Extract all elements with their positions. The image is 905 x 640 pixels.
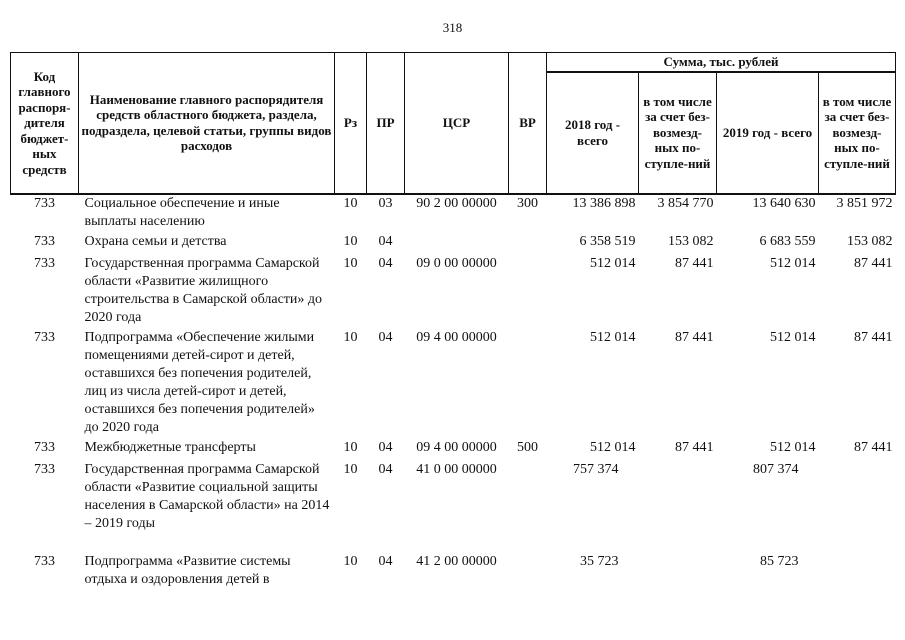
- cell-2018: 35 723: [580, 553, 619, 569]
- cell-rz: 10: [343, 553, 358, 569]
- cell-kod: 733: [34, 233, 55, 249]
- cell-pr: 04: [378, 329, 393, 345]
- cell-2019-incl: 87 441: [854, 439, 893, 455]
- cell-2019: 6 683 559: [759, 233, 816, 249]
- cell-name: Подпрограмма «Развитие системы отдыха и оздоровления детей в: [84, 553, 291, 587]
- cell-2019-incl: [819, 461, 896, 553]
- header-kod: Код главного распоря-дителя бюджет-ных средств: [11, 53, 79, 194]
- cell-2018-incl: 153 082: [668, 233, 714, 249]
- cell-pr: 04: [378, 439, 393, 455]
- cell-2019-incl: [819, 553, 896, 593]
- cell-kod: 733: [34, 255, 55, 271]
- budget-table-container: [10, 52, 895, 593]
- cell-kod: 733: [34, 461, 55, 477]
- cell-pr: 04: [378, 233, 393, 249]
- cell-vr: [509, 255, 547, 329]
- cell-2019-incl: 153 082: [847, 233, 893, 249]
- cell-vr: [509, 461, 547, 553]
- table-row: [11, 194, 896, 233]
- cell-2019-incl: 3 851 972: [836, 195, 893, 211]
- cell-csr: 09 4 00 00000: [416, 329, 497, 345]
- page-number: 318: [442, 20, 463, 35]
- header-pr: ПР: [367, 53, 405, 194]
- header-2018: 2018 год - всего: [547, 72, 639, 194]
- cell-2019: 512 014: [770, 329, 816, 345]
- cell-name: Государственная программа Самарской области «Развитие жилищного строительства в Самарской области» до 2020 года: [84, 255, 323, 325]
- cell-2019-incl: 87 441: [854, 329, 893, 345]
- table-row: [11, 461, 896, 553]
- cell-pr: 04: [378, 255, 393, 271]
- cell-kod: 733: [34, 439, 55, 455]
- table-row: [11, 439, 896, 461]
- table-row: [11, 553, 896, 593]
- cell-name: Государственная программа Самарской области «Развитие социальной защиты населения в Самарской области» на 2014 – 2019 годы: [84, 461, 330, 531]
- header-2019-incl: в том числе за счет без-возмезд-ных по-ступле-ний: [819, 72, 896, 194]
- cell-2018: 512 014: [590, 255, 636, 271]
- cell-rz: 10: [343, 461, 358, 477]
- cell-rz: 10: [343, 195, 358, 211]
- cell-kod: 733: [34, 195, 55, 211]
- cell-vr: [509, 553, 547, 593]
- cell-csr: 09 0 00 00000: [416, 255, 497, 271]
- cell-vr: [509, 329, 547, 439]
- cell-2019-incl: 87 441: [854, 255, 893, 271]
- header-rz: Рз: [335, 53, 367, 194]
- cell-csr: 41 0 00 00000: [416, 461, 497, 477]
- cell-kod: 733: [34, 329, 55, 345]
- header-vr: ВР: [509, 53, 547, 194]
- header-csr: ЦСР: [405, 53, 509, 194]
- cell-name: Охрана семьи и детства: [84, 233, 227, 249]
- cell-name: Межбюджетные трансферты: [84, 439, 256, 455]
- table-row: [11, 233, 896, 255]
- cell-2019: 807 374: [753, 461, 799, 477]
- header-2018-incl: в том числе за счет без-возмезд-ных по-ступле-ний: [639, 72, 717, 194]
- cell-2018-incl: 87 441: [675, 255, 714, 271]
- cell-csr: 09 4 00 00000: [416, 439, 497, 455]
- cell-rz: 10: [343, 439, 358, 455]
- cell-2018-incl: 3 854 770: [657, 195, 714, 211]
- cell-2018-incl: [639, 553, 717, 593]
- table-row: [11, 255, 896, 329]
- cell-csr: 90 2 00 00000: [416, 195, 497, 211]
- header-name: Наименование главного распорядителя средств областного бюджета, раздела, подраздела, целевой статьи, группы видов расходов: [79, 53, 335, 194]
- cell-2019: 85 723: [760, 553, 799, 569]
- cell-kod: 733: [34, 553, 55, 569]
- cell-2018-incl: [639, 461, 717, 553]
- cell-csr: 41 2 00 00000: [416, 553, 497, 569]
- cell-2018: 13 386 898: [572, 195, 636, 211]
- cell-2018: 6 358 519: [579, 233, 636, 249]
- cell-vr: 300: [517, 195, 538, 211]
- cell-2019: 512 014: [770, 255, 816, 271]
- cell-2018-incl: 87 441: [675, 439, 714, 455]
- cell-2019: 512 014: [770, 439, 816, 455]
- cell-name: Подпрограмма «Обеспечение жилыми помещениями детей-сирот и детей, оставшихся без попечения родителей, лиц из числа детей-сирот и детей, оставшихся без попечения родителей» до 2020 года: [84, 329, 315, 435]
- header-sum: Сумма, тыс. рублей: [547, 53, 896, 72]
- cell-pr: 03: [378, 195, 393, 211]
- cell-2018-incl: 87 441: [675, 329, 714, 345]
- cell-vr: 500: [517, 439, 538, 455]
- table-row: [11, 329, 896, 439]
- cell-2018: 757 374: [573, 461, 619, 477]
- cell-rz: 10: [343, 329, 358, 345]
- cell-rz: 10: [343, 255, 358, 271]
- budget-table: [10, 52, 896, 593]
- header-2019: 2019 год - всего: [717, 72, 819, 194]
- cell-2019: 13 640 630: [752, 195, 816, 211]
- cell-2018: 512 014: [590, 439, 636, 455]
- cell-pr: 04: [378, 461, 393, 477]
- cell-2018: 512 014: [590, 329, 636, 345]
- cell-rz: 10: [343, 233, 358, 249]
- cell-name: Социальное обеспечение и иные выплаты населению: [84, 195, 280, 229]
- cell-csr: [405, 233, 509, 255]
- cell-pr: 04: [378, 553, 393, 569]
- cell-vr: [509, 233, 547, 255]
